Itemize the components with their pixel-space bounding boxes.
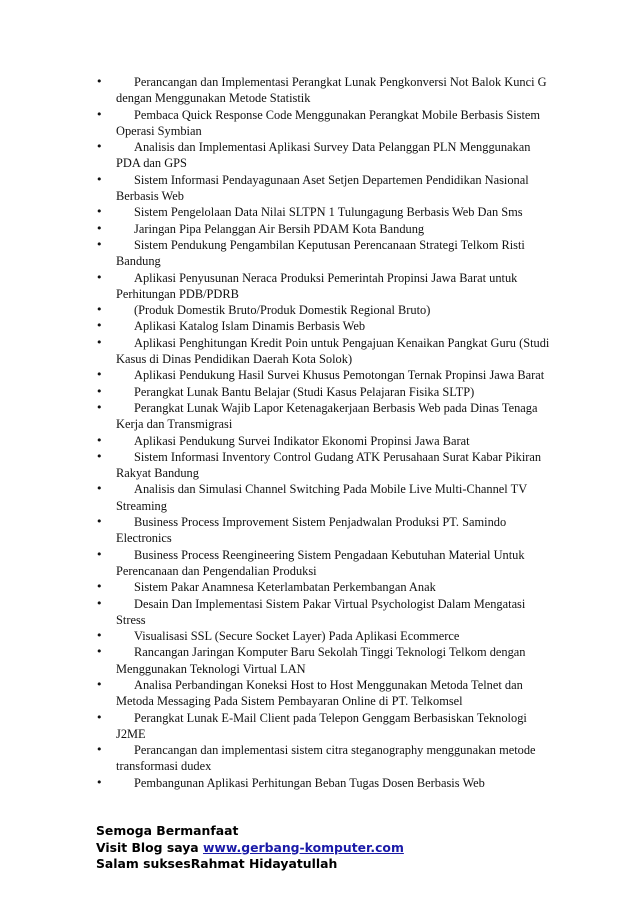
bullet-icon: •	[96, 172, 103, 186]
list-item	[96, 221, 556, 237]
list-item	[96, 644, 556, 677]
list-item	[96, 775, 556, 791]
list-item-text: Aplikasi Penyusunan Neraca Produksi Pemerintah Propinsi Jawa Barat untuk Perhitungan PDB/PDRB	[116, 270, 518, 301]
bullet-icon: •	[96, 319, 103, 333]
bullet-icon: •	[96, 384, 103, 398]
list-item-text: Aplikasi Penghitungan Kredit Poin untuk Pengajuan Kenaikan Pangkat Guru (Studi Kasus di Dinas Pendidikan Daerah Kota Solok)	[116, 335, 550, 367]
bullet-icon: •	[96, 107, 103, 121]
list-item-text: Aplikasi Pendukung Survei Indikator Ekonomi Propinsi Jawa Barat	[134, 433, 470, 448]
list-item-text: Business Process Reengineering Sistem Pengadaan Kebutuhan Material Untuk Perencanaan dan Pengendalian Produksi	[116, 547, 525, 578]
list-item	[96, 139, 556, 172]
bullet-icon: •	[96, 645, 103, 659]
bullet-icon: •	[96, 482, 103, 496]
list-item-text: Perangkat Lunak E-Mail Client pada Telepon Genggam Berbasiskan Teknologi J2ME	[116, 710, 527, 741]
list-item	[96, 677, 556, 710]
thesis-title-list	[96, 74, 556, 791]
bullet-icon: •	[96, 677, 103, 691]
list-item	[96, 367, 556, 383]
list-item-text: Desain Dan Implementasi Sistem Pakar Virtual Psychologist Dalam Mengatasi Stress	[116, 596, 526, 627]
list-item-text: Perancangan dan implementasi sistem citra steganography menggunakan metode transformasi dudex	[116, 743, 536, 774]
bullet-icon: •	[96, 368, 103, 382]
list-item	[96, 172, 556, 205]
bullet-icon: •	[96, 775, 103, 789]
list-item-text: (Produk Domestik Bruto/Produk Domestik Regional Bruto)	[134, 303, 431, 318]
bullet-icon: •	[96, 596, 103, 610]
list-item-text: Sistem Pendukung Pengambilan Keputusan Perencanaan Strategi Telkom Risti Bandung	[116, 237, 525, 269]
list-item	[96, 579, 556, 595]
bullet-icon: •	[96, 140, 103, 154]
list-item-text: Rancangan Jaringan Komputer Baru Sekolah Tinggi Teknologi Telkom dengan Menggunakan Teknologi Virtual LAN	[116, 645, 526, 676]
bullet-icon: •	[96, 335, 103, 349]
list-item	[96, 547, 556, 580]
blog-line-prefix: Visit Blog saya	[96, 839, 203, 855]
signature-line: Salam suksesRahmat Hidayatullah	[96, 856, 338, 871]
closing-greeting: Semoga Bermanfaat	[96, 823, 239, 838]
list-item	[96, 74, 556, 107]
list-item-text: Analisis dan Implementasi Aplikasi Survey Data Pelanggan PLN Menggunakan PDA dan GPS	[116, 140, 531, 171]
footer	[96, 823, 556, 873]
bullet-icon: •	[96, 515, 103, 529]
list-item-text: Sistem Informasi Pendayagunaan Aset Setjen Departemen Pendidikan Nasional Berbasis Web	[116, 172, 529, 204]
list-item-text: Analisa Perbandingan Koneksi Host to Host Menggunakan Metoda Telnet dan Metoda Messaging Pada Sistem Pembayaran Online di PT. Telkomsel	[116, 677, 523, 709]
list-item	[96, 628, 556, 644]
list-item	[96, 710, 556, 743]
list-item	[96, 384, 556, 400]
list-item	[96, 742, 556, 775]
bullet-icon: •	[96, 580, 103, 594]
list-item	[96, 596, 556, 629]
list-item-text: Sistem Pengelolaan Data Nilai SLTPN 1 Tulungagung Berbasis Web Dan Sms	[134, 205, 523, 220]
list-item-text: Business Process Improvement Sistem Penjadwalan Produksi PT. Samindo Electronics	[116, 515, 507, 546]
bullet-icon: •	[96, 75, 103, 88]
list-item-text: Visualisasi SSL (Secure Socket Layer) Pada Aplikasi Ecommerce	[134, 629, 460, 644]
list-item-text: Sistem Pakar Anamnesa Keterlambatan Perkembangan Anak	[134, 580, 436, 595]
list-item	[96, 433, 556, 449]
bullet-icon: •	[96, 221, 103, 235]
list-item	[96, 335, 556, 368]
blog-link[interactable]: www.gerbang-komputer.com	[202, 839, 404, 855]
list-item	[96, 302, 556, 318]
list-item-text: Jaringan Pipa Pelanggan Air Bersih PDAM Kota Bandung	[134, 221, 425, 236]
list-item-text: Aplikasi Katalog Islam Dinamis Berbasis Web	[134, 319, 366, 334]
list-item-text: Perancangan dan Implementasi Perangkat Lunak Pengkonversi Not Balok Kunci G dengan Menggunakan Metode Statistik	[116, 75, 547, 106]
bullet-icon: •	[96, 237, 103, 251]
list-item-text: Sistem Informasi Inventory Control Gudang ATK Perusahaan Surat Kabar Pikiran Rakyat Bandung	[116, 449, 542, 481]
bullet-icon: •	[96, 270, 103, 284]
list-item-text: Pembangunan Aplikasi Perhitungan Beban Tugas Dosen Berbasis Web	[134, 775, 485, 790]
bullet-icon: •	[96, 743, 103, 757]
list-item	[96, 318, 556, 334]
list-item	[96, 237, 556, 270]
list-item	[96, 481, 556, 514]
list-item-text: Pembaca Quick Response Code Menggunakan Perangkat Mobile Berbasis Sistem Operasi Symbian	[116, 107, 541, 138]
bullet-icon: •	[96, 629, 103, 643]
bullet-icon: •	[96, 400, 103, 414]
bullet-icon: •	[96, 547, 103, 561]
list-item	[96, 514, 556, 547]
bullet-icon: •	[96, 449, 103, 463]
list-item	[96, 449, 556, 482]
bullet-icon: •	[96, 710, 103, 724]
list-item-text: Analisis dan Simulasi Channel Switching Pada Mobile Live Multi-Channel TV Streaming	[116, 482, 527, 513]
list-item	[96, 270, 556, 303]
blog-line	[96, 840, 556, 857]
list-item-text: Perangkat Lunak Bantu Belajar (Studi Kasus Pelajaran Fisika SLTP)	[134, 384, 475, 399]
list-item-text: Perangkat Lunak Wajib Lapor Ketenagakerjaan Berbasis Web pada Dinas Tenaga Kerja dan Transmigrasi	[116, 400, 538, 432]
list-item	[96, 204, 556, 220]
list-item	[96, 107, 556, 140]
list-item	[96, 400, 556, 433]
bullet-icon: •	[96, 205, 103, 219]
list-item-text: Aplikasi Pendukung Hasil Survei Khusus Pemotongan Ternak Propinsi Jawa Barat	[134, 368, 545, 383]
bullet-icon: •	[96, 433, 103, 447]
bullet-icon: •	[96, 303, 103, 317]
